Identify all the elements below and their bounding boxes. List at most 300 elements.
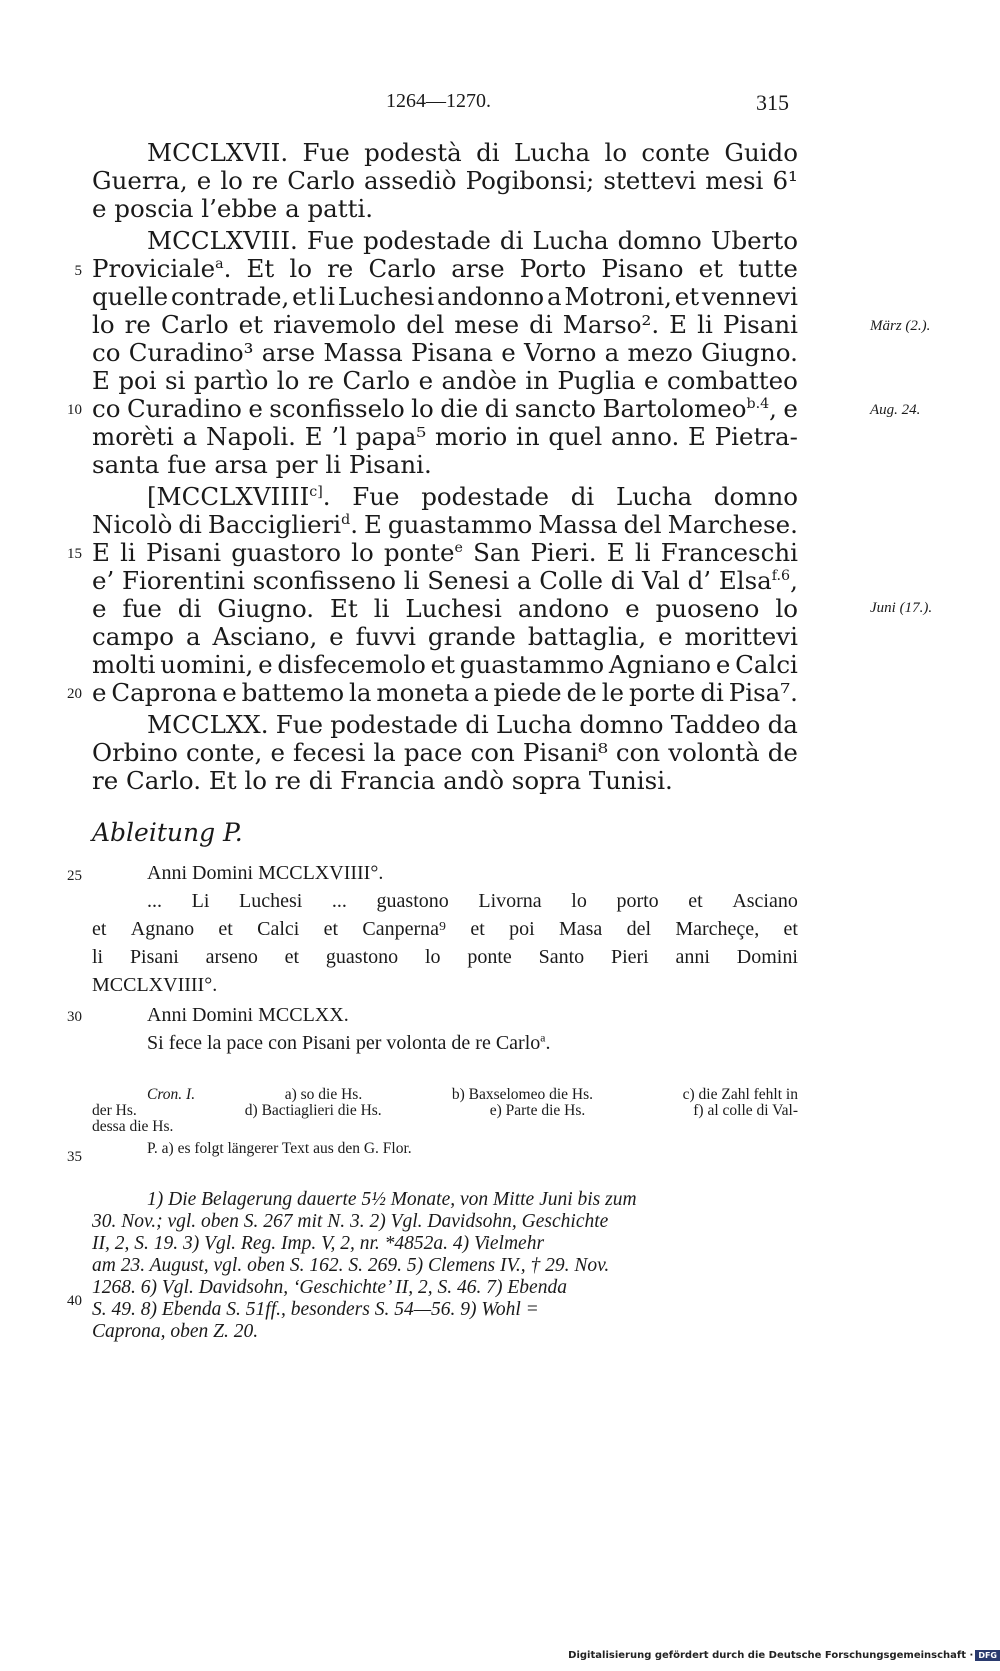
word: e bbox=[196, 166, 212, 195]
word: quel bbox=[548, 422, 603, 451]
word: e bbox=[92, 594, 107, 623]
word: domno bbox=[713, 482, 798, 511]
word: pace bbox=[226, 1032, 264, 1054]
word: podestà bbox=[364, 138, 462, 167]
word: Fue bbox=[352, 482, 400, 511]
word: Carlo. bbox=[126, 766, 202, 795]
word: Napoli. bbox=[206, 422, 296, 451]
word: Lucha bbox=[615, 482, 693, 511]
word: Si bbox=[147, 1032, 164, 1054]
variant-line: P. a) es folgt längerer Text aus den G. Flor. bbox=[147, 1140, 412, 1157]
word: E bbox=[304, 422, 323, 451]
word: lo bbox=[411, 394, 434, 423]
word: Bacciglieri$^d$. bbox=[207, 510, 359, 539]
margin-date: März (2.). bbox=[870, 318, 931, 334]
word: e bbox=[92, 194, 107, 223]
word: di bbox=[610, 566, 635, 595]
word: di bbox=[700, 678, 724, 707]
word: vennevi bbox=[701, 282, 798, 311]
word: andono bbox=[517, 594, 610, 623]
footnote-line: II, 2, S. 19. 3) Vgl. Reg. Imp. V, 2, nr. *4852a. 4) Vielmehr bbox=[92, 1233, 545, 1254]
word: re bbox=[92, 766, 119, 795]
word: E bbox=[669, 310, 688, 339]
dfg-logo-icon: DFG bbox=[975, 1650, 1000, 1661]
word: e bbox=[625, 594, 640, 623]
word: Nicolò bbox=[92, 510, 173, 539]
text-line bbox=[92, 538, 798, 567]
text-line bbox=[147, 138, 798, 167]
word: a bbox=[185, 622, 201, 651]
page-number: 315 bbox=[756, 90, 789, 115]
word: li bbox=[325, 450, 342, 479]
word: fue bbox=[122, 594, 162, 623]
word: d’ bbox=[687, 566, 712, 595]
word: morèti bbox=[92, 422, 174, 451]
variant-entry: Cron. I. bbox=[147, 1086, 196, 1103]
word: E bbox=[606, 538, 625, 567]
word: re bbox=[475, 1032, 491, 1054]
word: li bbox=[634, 538, 651, 567]
word: Puglia bbox=[557, 366, 636, 395]
word: et bbox=[292, 282, 317, 311]
word: Asciano bbox=[732, 890, 798, 912]
text-line bbox=[92, 194, 798, 223]
word: Canperna⁹ bbox=[362, 918, 447, 940]
word: lo bbox=[289, 254, 312, 283]
word: re bbox=[124, 310, 151, 339]
word: andonno bbox=[437, 282, 545, 311]
digitization-credit bbox=[568, 1650, 1000, 1661]
word: santa bbox=[92, 450, 160, 479]
word: MCCLXVIII. bbox=[147, 226, 298, 255]
word: de bbox=[767, 738, 798, 767]
text-line bbox=[92, 678, 798, 707]
word: andòe bbox=[441, 366, 517, 395]
word: ’l bbox=[331, 422, 347, 451]
word: Fue bbox=[302, 138, 350, 167]
margin-date: Juni (17.). bbox=[870, 600, 933, 616]
word: Giugno. bbox=[217, 594, 315, 623]
word: de bbox=[451, 1032, 471, 1054]
word: San bbox=[473, 538, 521, 567]
word: per bbox=[355, 1032, 382, 1054]
word: e bbox=[783, 394, 798, 423]
word: e bbox=[644, 366, 659, 395]
word: Domini bbox=[192, 862, 254, 884]
word: anni bbox=[675, 946, 710, 968]
word: ponte bbox=[467, 946, 512, 968]
word: et bbox=[218, 918, 233, 940]
word: MCCLXVIIII°. bbox=[92, 974, 218, 996]
footnote-line: 1268. 6) Vgl. Davidsohn, ‘Geschichte’ II, 2, S. 46. 7) Ebenda bbox=[92, 1277, 567, 1298]
word: Calci bbox=[735, 650, 798, 679]
word: la bbox=[206, 1032, 222, 1054]
section-heading: Ableitung P. bbox=[92, 818, 243, 847]
word: la bbox=[348, 678, 372, 707]
word: di bbox=[529, 310, 553, 339]
word: di bbox=[178, 510, 202, 539]
variant-entry: f) al colle di Val- bbox=[693, 1102, 798, 1119]
text-line bbox=[92, 650, 798, 679]
text-line bbox=[92, 166, 798, 195]
word: molti bbox=[92, 650, 156, 679]
word: li bbox=[120, 538, 136, 567]
word: grande bbox=[427, 622, 516, 651]
word: anno. bbox=[610, 422, 680, 451]
word: papa⁵ bbox=[355, 422, 427, 451]
word: Marcheçe, bbox=[675, 918, 760, 940]
word: porte bbox=[628, 678, 696, 707]
p-text-line bbox=[147, 1033, 853, 1053]
word: mesi bbox=[705, 166, 764, 195]
word: battaglia, bbox=[527, 622, 647, 651]
word: e bbox=[715, 650, 731, 679]
word: Pisani. bbox=[348, 450, 432, 479]
word: arsa bbox=[214, 450, 268, 479]
word: e bbox=[92, 678, 107, 707]
p-text-line bbox=[92, 919, 798, 939]
word: Pisani⁸ bbox=[522, 738, 608, 767]
word: lo bbox=[424, 946, 441, 968]
word: Santo bbox=[538, 946, 585, 968]
word: moneta bbox=[376, 678, 470, 707]
word: Agnano bbox=[130, 918, 195, 940]
word: contrade, bbox=[170, 282, 290, 311]
word: Marchese. bbox=[667, 510, 798, 539]
word: Et bbox=[246, 254, 275, 283]
word: domno bbox=[617, 226, 702, 255]
word: E bbox=[688, 422, 706, 451]
word: Porto bbox=[519, 254, 587, 283]
word: mese bbox=[454, 310, 520, 339]
word: Massa bbox=[323, 338, 403, 367]
word: Tunisi. bbox=[588, 766, 673, 795]
word: Anni bbox=[147, 862, 187, 884]
text-line bbox=[147, 710, 798, 739]
word: a bbox=[182, 422, 198, 451]
line-number: 30 bbox=[67, 1009, 82, 1025]
word: poi bbox=[509, 918, 535, 940]
word: di bbox=[499, 226, 524, 255]
word: e bbox=[329, 622, 344, 651]
word: Carlo bbox=[342, 366, 411, 395]
word: piede bbox=[493, 678, 562, 707]
variant-line bbox=[92, 1103, 798, 1119]
word: partìo bbox=[193, 366, 269, 395]
word: Val bbox=[641, 566, 680, 595]
word: Pisani bbox=[722, 310, 798, 339]
variant-entry: der Hs. bbox=[92, 1102, 137, 1119]
footnote-line: S. 49. 8) Ebenda S. 51ff., besonders S. 54—56. 9) Wohl = bbox=[92, 1299, 539, 1320]
word: Elsa$^{f.6}$, bbox=[718, 566, 798, 595]
word: Lucha bbox=[513, 138, 591, 167]
word: tutte bbox=[738, 254, 798, 283]
word: E bbox=[92, 538, 110, 567]
word: combatteo bbox=[666, 366, 798, 395]
word: et bbox=[470, 918, 485, 940]
word: guastono bbox=[325, 946, 399, 968]
word: et bbox=[698, 254, 723, 283]
word: quelle bbox=[92, 282, 169, 311]
word: Lucha bbox=[532, 226, 609, 255]
word: Bartolomeo$^{b.4}$, bbox=[602, 394, 777, 423]
word: conte, bbox=[185, 738, 263, 767]
word: Franceschi bbox=[660, 538, 798, 567]
word: arse bbox=[261, 338, 316, 367]
word: Carlo bbox=[368, 254, 437, 283]
word: Motroni, bbox=[564, 282, 672, 311]
word: a bbox=[604, 338, 620, 367]
word: l’ebbe bbox=[201, 194, 278, 223]
word: lo bbox=[351, 538, 374, 567]
word: a bbox=[285, 194, 300, 223]
variant-entry: d) Bactiaglieri die Hs. bbox=[244, 1102, 382, 1119]
word: Vorno bbox=[523, 338, 597, 367]
word: guastoro bbox=[231, 538, 341, 567]
word: podestade bbox=[363, 226, 491, 255]
word: di bbox=[484, 394, 509, 423]
word: puoseno bbox=[655, 594, 760, 623]
text-line bbox=[92, 766, 798, 795]
word: [$MCCLXVIIII^{c]}$. bbox=[147, 482, 331, 511]
word: lo bbox=[604, 138, 628, 167]
word: Agniano bbox=[608, 650, 712, 679]
text-line bbox=[92, 254, 798, 283]
word: Pisa⁷. bbox=[728, 678, 798, 707]
word: Calci bbox=[257, 918, 300, 940]
word: et bbox=[674, 282, 700, 311]
word: porto bbox=[616, 890, 659, 912]
variant-entry: b) Baxselomeo die Hs. bbox=[451, 1086, 594, 1103]
word: da bbox=[767, 710, 798, 739]
word: guastono bbox=[376, 890, 449, 912]
word: battemo bbox=[241, 678, 345, 707]
word: MCCLXX. bbox=[258, 1004, 349, 1026]
line-number: 40 bbox=[67, 1293, 82, 1309]
word: co bbox=[92, 394, 121, 423]
footnote-line: 1) Die Belagerung dauerte 5½ Monate, von Mitte Juni bis zum bbox=[147, 1189, 637, 1210]
word: Pisano bbox=[601, 254, 684, 283]
word: del bbox=[626, 918, 652, 940]
word: Pisani bbox=[145, 538, 222, 567]
word: poscia bbox=[114, 194, 194, 223]
word: Masa bbox=[558, 918, 603, 940]
word: re bbox=[327, 254, 354, 283]
word: Domini bbox=[192, 1004, 254, 1026]
word: MCCLXX. bbox=[147, 710, 269, 739]
word: e bbox=[222, 678, 237, 707]
word: Carlo bbox=[160, 310, 229, 339]
word: Pisana bbox=[411, 338, 493, 367]
word: re bbox=[274, 766, 301, 795]
word: in bbox=[515, 422, 540, 451]
word: stettevi bbox=[603, 166, 697, 195]
word: et bbox=[284, 946, 300, 968]
text-line bbox=[147, 482, 798, 511]
word: de bbox=[566, 678, 597, 707]
footnote-line: am 23. August, vgl. oben S. 162. S. 269. 5) Clemens IV., † 29. Nov. bbox=[92, 1255, 610, 1276]
word: Pieri. bbox=[530, 538, 597, 567]
line-number: 5 bbox=[74, 263, 82, 279]
word: sopra bbox=[511, 766, 582, 795]
word: Fiorentini bbox=[122, 566, 245, 595]
text-line bbox=[92, 366, 798, 395]
word: E bbox=[364, 510, 382, 539]
word: et bbox=[323, 918, 339, 940]
running-head: 1264—1270. bbox=[386, 90, 491, 112]
variant-entry: e) Parte die Hs. bbox=[489, 1102, 586, 1119]
word: mezo bbox=[627, 338, 693, 367]
word: 6¹ bbox=[772, 166, 798, 195]
word: Pogibonsi; bbox=[465, 166, 595, 195]
word: con bbox=[470, 738, 515, 767]
word: li bbox=[319, 282, 335, 311]
word: morio bbox=[434, 422, 508, 451]
word: Luchesi bbox=[239, 890, 303, 912]
word: poi bbox=[118, 366, 157, 395]
word: conte bbox=[641, 138, 711, 167]
word: li bbox=[92, 946, 104, 968]
word: lo bbox=[92, 310, 115, 339]
word: domno bbox=[579, 710, 664, 739]
word: Guido bbox=[724, 138, 798, 167]
word: Taddeo bbox=[670, 710, 761, 739]
word: Curadino³ bbox=[128, 338, 254, 367]
word: Colle bbox=[539, 566, 603, 595]
p-text-line bbox=[147, 863, 853, 883]
p-text-line bbox=[147, 891, 798, 911]
variant-line: dessa die Hs. bbox=[92, 1118, 174, 1135]
word: e bbox=[258, 650, 273, 679]
word: fuvvi bbox=[355, 622, 416, 651]
word: assediò bbox=[364, 166, 457, 195]
word: campo bbox=[92, 622, 174, 651]
word: Giugno. bbox=[701, 338, 798, 367]
word: fue bbox=[167, 450, 207, 479]
word: fece bbox=[168, 1032, 202, 1054]
word: sconfisselo bbox=[269, 394, 405, 423]
word: Luchesi bbox=[405, 594, 502, 623]
line-number: 15 bbox=[67, 546, 82, 562]
word: li bbox=[697, 310, 713, 339]
word: le bbox=[601, 678, 625, 707]
word: Fue bbox=[306, 226, 355, 255]
text-line bbox=[92, 510, 798, 539]
word: fecesi bbox=[293, 738, 366, 767]
word: in bbox=[525, 366, 549, 395]
text-line bbox=[92, 310, 798, 339]
word: Et bbox=[208, 766, 237, 795]
word: ... bbox=[147, 890, 162, 912]
word: arseno bbox=[205, 946, 258, 968]
p-text-line bbox=[92, 947, 798, 967]
word: con bbox=[268, 1032, 297, 1054]
word: Li bbox=[191, 890, 210, 912]
word: Fue bbox=[275, 710, 324, 739]
line-number: 25 bbox=[67, 868, 82, 884]
word: si bbox=[165, 366, 186, 395]
text-line bbox=[92, 738, 798, 767]
word: morittevi bbox=[684, 622, 798, 651]
word: e bbox=[248, 394, 263, 423]
word: Luchesi bbox=[337, 282, 435, 311]
word: guastammo bbox=[387, 510, 533, 539]
word: Lucha bbox=[495, 710, 573, 739]
word: di bbox=[570, 482, 595, 511]
text-line bbox=[92, 594, 798, 623]
word: Asciano, bbox=[212, 622, 318, 651]
word: pace bbox=[403, 738, 463, 767]
p-text-line bbox=[147, 1005, 853, 1025]
word: lo bbox=[220, 166, 243, 195]
word: a bbox=[516, 566, 532, 595]
text-line bbox=[92, 422, 798, 451]
word: Et bbox=[330, 594, 358, 623]
word: lo bbox=[571, 890, 587, 912]
word: Domini bbox=[736, 946, 798, 968]
word: per bbox=[275, 450, 318, 479]
line-number: 10 bbox=[67, 402, 82, 418]
word: et bbox=[430, 650, 455, 679]
word: Livorna bbox=[478, 890, 542, 912]
word: di bbox=[476, 138, 500, 167]
word: di bbox=[308, 766, 333, 795]
text-line bbox=[92, 394, 798, 423]
word: Massa bbox=[538, 510, 618, 539]
footnote-line: 30. Nov.; vgl. oben S. 267 mit N. 3. 2) Vgl. Davidsohn, Geschichte bbox=[92, 1211, 609, 1232]
word: podestade bbox=[330, 710, 459, 739]
word: uomini, bbox=[160, 650, 254, 679]
word: et bbox=[92, 918, 107, 940]
text-line bbox=[92, 282, 798, 311]
word: Anni bbox=[147, 1004, 187, 1026]
word: di bbox=[465, 710, 489, 739]
word: del bbox=[623, 510, 662, 539]
variant-entry: c) die Zahl fehlt in bbox=[682, 1086, 798, 1103]
word: ... bbox=[331, 890, 347, 912]
text-line bbox=[92, 566, 798, 595]
word: e bbox=[501, 338, 516, 367]
word: e bbox=[658, 622, 673, 651]
word: Guerra, bbox=[92, 166, 188, 195]
word: lo bbox=[276, 366, 300, 395]
word: Proviciale$^a$. bbox=[92, 254, 232, 283]
word: Caprona bbox=[111, 678, 218, 707]
text-line bbox=[92, 450, 798, 479]
word: lo bbox=[244, 766, 267, 795]
word: arse bbox=[451, 254, 505, 283]
word: Uberto bbox=[710, 226, 798, 255]
word: Pisani bbox=[301, 1032, 351, 1054]
word: riavemolo bbox=[273, 310, 397, 339]
word: die bbox=[440, 394, 479, 423]
word: Francia bbox=[340, 766, 436, 795]
word: li bbox=[403, 566, 420, 595]
word: del bbox=[406, 310, 445, 339]
word: li bbox=[373, 594, 390, 623]
variant-line bbox=[147, 1087, 798, 1103]
word: podestade bbox=[421, 482, 550, 511]
word: Marso². bbox=[562, 310, 660, 339]
word: re bbox=[307, 366, 335, 395]
word: e’ bbox=[92, 566, 115, 595]
word: co bbox=[92, 338, 121, 367]
word: sancto bbox=[514, 394, 597, 423]
word: sconfisseno bbox=[252, 566, 397, 595]
word: Carlo$^a$. bbox=[495, 1031, 551, 1054]
footnote-line: Caprona, oben Z. 20. bbox=[92, 1321, 259, 1342]
text-line bbox=[92, 622, 798, 651]
